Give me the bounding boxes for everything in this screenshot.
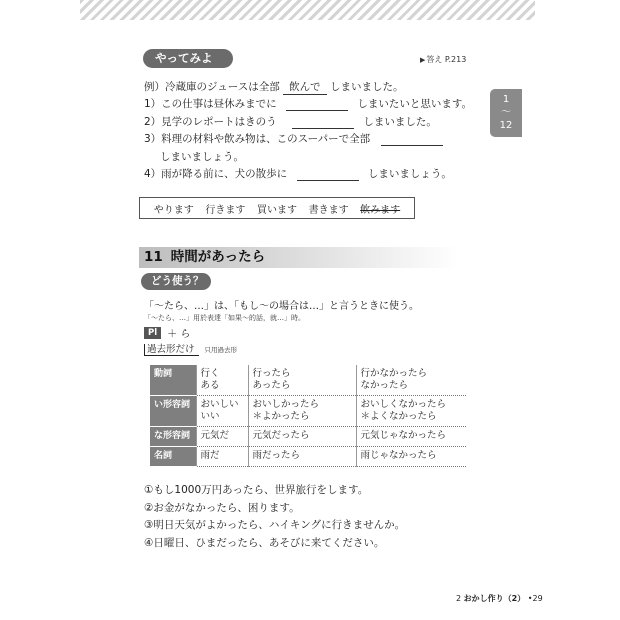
item-4-blank[interactable]: [297, 169, 359, 181]
formula-suffix: ＋ ら: [167, 329, 191, 340]
practice-item-1: [144, 96, 472, 111]
chapter-side-tab: [490, 89, 522, 137]
practice-example: [144, 79, 403, 95]
example-sentence-1: ①もし1000万円あったら、世界旅行をします。: [144, 484, 369, 496]
item-3-prefix: 3）料理の材料や飲み物は、このスーパーで全部: [144, 133, 371, 145]
word-choice-box: [139, 197, 415, 219]
base-cell: [196, 427, 248, 447]
example-sentence-3: ③明日天気がよかったら、ハイキングに行きませんか。: [144, 519, 406, 531]
past-form-note: [144, 341, 237, 355]
plain-form-badge: Pl: [144, 327, 161, 339]
section-title-bar: [139, 247, 459, 268]
cell-text: あったら: [252, 380, 291, 391]
example-sentence-2: ②お金がなかったら、困ります。: [144, 502, 300, 514]
example-sentence-4: ④日曜日、ひまだったら、あそびに来てください。: [144, 537, 385, 549]
negative-cell: [356, 447, 466, 467]
answer-reference: [420, 54, 466, 65]
past-form-chinese: 只用過去形: [204, 346, 238, 354]
practice-item-3-continued: しまいましょう。: [160, 151, 244, 163]
conjugation-table: [150, 365, 466, 467]
cell-text: 元気だ: [200, 430, 230, 441]
section-title: 時間があったら: [170, 249, 266, 265]
cell-text: 元気じゃなかったら: [360, 430, 447, 441]
practice-item-4: [144, 166, 452, 181]
section-number: 11: [144, 249, 163, 265]
answer-reference-text: 答え P.213: [426, 55, 467, 64]
triangle-right-icon: ▶: [420, 56, 426, 64]
practice-item-2: [144, 114, 437, 129]
practice-header: やってみよう！: [143, 49, 233, 68]
cell-text: いい: [200, 411, 220, 422]
item-4-suffix: しまいましょう。: [367, 168, 452, 180]
header-stripe-band: [80, 0, 535, 20]
negative-cell: [356, 427, 466, 447]
table-row: [150, 447, 466, 467]
side-tab-bottom: 12: [499, 120, 513, 131]
cell-text: 雨じゃなかったら: [360, 450, 437, 461]
cell-text: ＊よくなかったら: [360, 411, 437, 422]
cell-text: ＊よかったら: [252, 411, 310, 422]
practice-item-3: [144, 131, 443, 146]
item-1-blank[interactable]: [286, 99, 348, 111]
footer-chapter: 2: [456, 594, 462, 603]
item-1-prefix: 1）この仕事は昼休みまでに: [144, 98, 277, 110]
item-1-suffix: しまいたいと思います。: [357, 98, 473, 110]
item-2-prefix: 2）見学のレポートはきのう: [144, 116, 277, 128]
base-cell: [196, 396, 248, 427]
usage-explanation-chinese: 「〜たら、…」用於表達「如果〜的話，就…」時。: [144, 314, 305, 322]
base-cell: [196, 365, 248, 396]
negative-cell: [356, 396, 466, 427]
base-cell: [196, 447, 248, 467]
formula-line: [144, 325, 190, 340]
row-type: 名詞: [150, 447, 196, 467]
item-4-prefix: 4）雨が降る前に、犬の散歩に: [144, 168, 288, 180]
cell-text: 行ったら: [252, 368, 291, 379]
example-answer: 飲んで: [283, 79, 327, 95]
cell-text: おいしい: [200, 399, 239, 410]
cell-text: おいしくなかったら: [360, 399, 447, 410]
negative-cell: [356, 365, 466, 396]
cell-text: ある: [200, 380, 220, 391]
word-choice-used: 飲みます: [360, 204, 401, 216]
page-footer: [456, 593, 543, 604]
cell-text: 雨だ: [200, 450, 220, 461]
row-type: い形容詞: [150, 396, 196, 427]
affirmative-cell: [248, 365, 356, 396]
word-choice: やります: [153, 204, 194, 216]
side-tab-top: 1: [502, 94, 510, 105]
table-row: [150, 396, 466, 427]
side-tab-middle: 〜: [501, 107, 511, 118]
footer-page-number: •29: [527, 594, 543, 603]
row-type: な形容詞: [150, 427, 196, 447]
affirmative-cell: [248, 396, 356, 427]
cell-text: 元気だったら: [252, 430, 310, 441]
example-prefix: 例）冷蔵庫のジュースは全部: [144, 81, 280, 93]
cell-text: 行く: [200, 368, 220, 379]
row-type: 動詞: [150, 365, 196, 396]
usage-header: どう使う？: [141, 273, 211, 290]
word-choice: 書きます: [308, 204, 349, 216]
word-choice: 買います: [256, 204, 297, 216]
usage-explanation: 「〜たら、…」は、「もし〜の場合は…」と言うときに使う。: [144, 301, 419, 312]
table-row: [150, 365, 466, 396]
example-suffix: しまいました。: [329, 81, 404, 93]
table-row: [150, 427, 466, 447]
item-2-blank[interactable]: [292, 117, 354, 129]
past-form-label: 過去形だけ: [144, 344, 199, 356]
item-3-blank[interactable]: [381, 134, 443, 146]
cell-text: 行かなかったら: [360, 368, 428, 379]
footer-chapter-title: おかし作り（2）: [463, 594, 526, 603]
item-2-suffix: しまいました。: [363, 116, 437, 128]
cell-text: おいしかったら: [252, 399, 320, 410]
word-choice: 行きます: [205, 204, 246, 216]
cell-text: 雨だったら: [252, 450, 301, 461]
cell-text: なかったら: [360, 380, 409, 391]
affirmative-cell: [248, 447, 356, 467]
affirmative-cell: [248, 427, 356, 447]
